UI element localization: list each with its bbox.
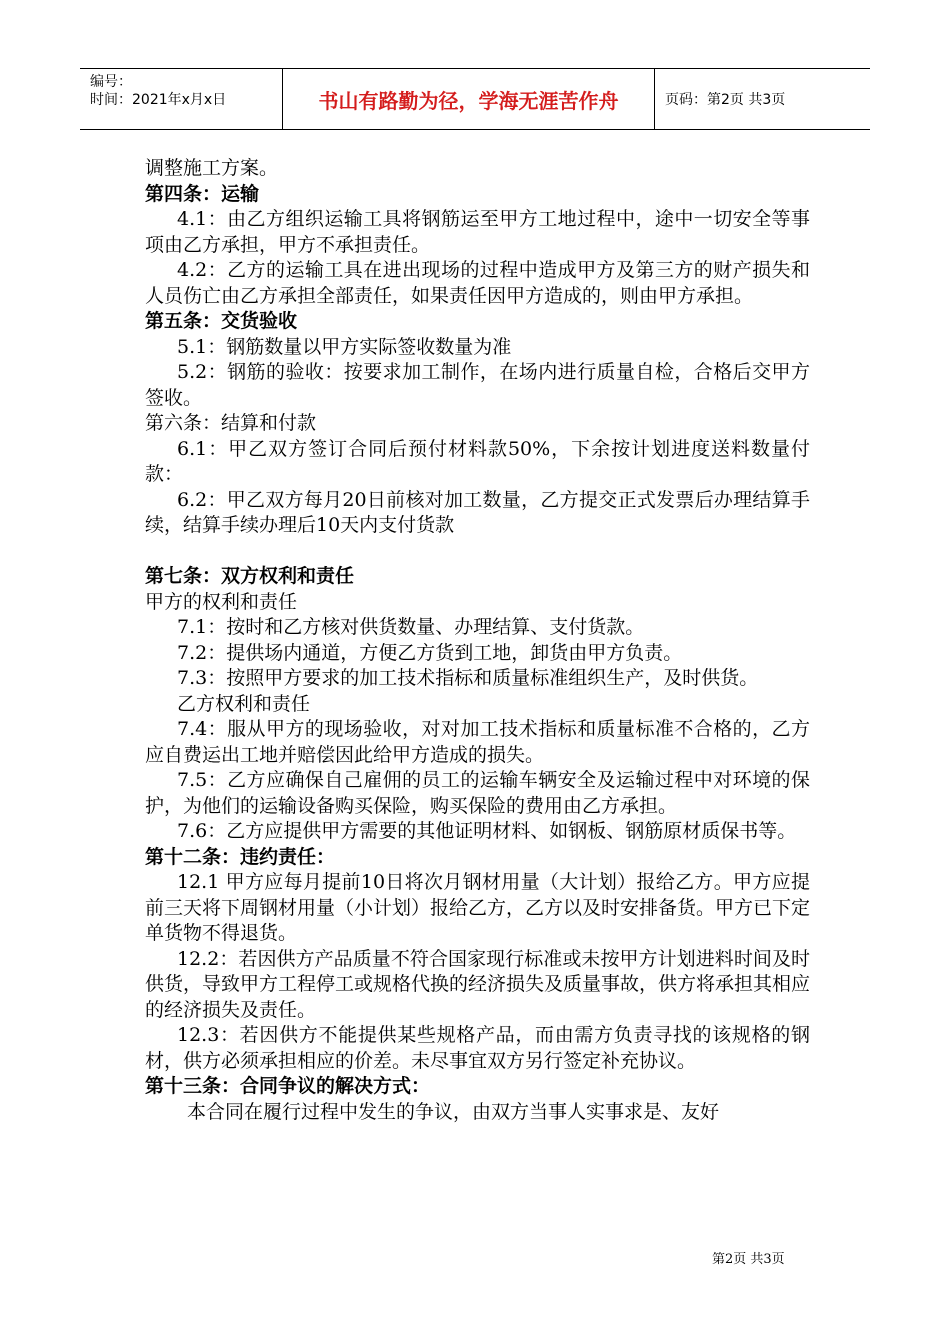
section-heading: 第十二条：违约责任： (145, 845, 336, 868)
blank-line (145, 539, 810, 565)
paragraph: 7.4：服从甲方的现场验收，对对加工技术指标和质量标准不合格的，乙方应自费运出工地并赔偿因此给甲方造成的损失。 (145, 718, 810, 766)
header-info-cell (80, 69, 283, 129)
paragraph: 5.1：钢筋数量以甲方实际签收数量为准 (177, 335, 512, 358)
section-heading: 第五条：交货验收 (145, 310, 298, 332)
header-page-number: 页码：第2页 共3页 (665, 92, 786, 108)
paragraph: 7.1：按时和乙方核对供货数量、办理结算、支付货款。 (177, 616, 645, 638)
paragraph: 6.1：甲乙双方签订合同后预付材料款50%，下余按计划进度送料数量付款： (145, 437, 810, 485)
paragraph: 7.2：提供场内通道，方便乙方货到工地，卸货由甲方负责。 (177, 641, 683, 664)
paragraph: 12.2：若因供方产品质量不符合国家现行标准或未按甲方计划进料时间及时供货，导致甲方工程停工或规格代换的经济损失及质量事故，供方将承担其相应的经济损失及责任。 (145, 947, 811, 1021)
paragraph: 调整施工方案。 (145, 157, 279, 179)
section-heading: 第七条：双方权利和责任 (145, 565, 355, 587)
paragraph: 乙方权利和责任 (177, 692, 311, 715)
header-motto: 书山有路勤为径，学海无涯苦作舟 (283, 69, 655, 129)
paragraph: 7.6：乙方应提供甲方需要的其他证明材料、如钢板、钢筋原材质保书等。 (177, 820, 797, 842)
paragraph: 4.2：乙方的运输工具在进出现场的过程中造成甲方及第三方的财产损失和人员伤亡由乙方承担全部责任，如果责任因甲方造成的，则由甲方承担。 (145, 259, 810, 307)
document-body (145, 156, 810, 1125)
paragraph: 甲方的权利和责任 (145, 590, 298, 613)
footer-page-number: 第2页 共3页 (712, 1252, 785, 1267)
document-date-label: 时间：2021年x月x日 (90, 92, 227, 108)
paragraph: 12.1 甲方应每月提前10日将次月钢材用量（大计划）报给乙方。甲方应提前三天将下周钢材用量（小计划）报给乙方，乙方以及时安排备货。甲方已下定单货物不得退货。 (145, 871, 811, 944)
paragraph: 本合同在履行过程中发生的争议，由双方当事人实事求是、友好 (187, 1100, 720, 1123)
paragraph: 7.5：乙方应确保自己雇佣的员工的运输车辆安全及运输过程中对环境的保护，为他们的运输设备购买保险，购买保险的费用由乙方承担。 (145, 769, 810, 817)
paragraph: 5.2：钢筋的验收：按要求加工制作，在场内进行质量自检，合格后交甲方签收。 (145, 361, 810, 409)
document-number-label: 编号： (90, 74, 132, 90)
paragraph: 6.2：甲乙双方每月20日前核对加工数量，乙方提交正式发票后办理结算手续，结算手续办理后10天内支付货款 (145, 488, 810, 536)
paragraph: 4.1：由乙方组织运输工具将钢筋运至甲方工地过程中，途中一切安全等事项由乙方承担，甲方不承担责任。 (145, 208, 810, 256)
section-heading: 第十三条：合同争议的解决方式： (145, 1075, 431, 1097)
page-header (80, 68, 870, 130)
paragraph: 7.3：按照甲方要求的加工技术指标和质量标准组织生产，及时供货。 (177, 667, 759, 689)
paragraph: 12.3：若因供方不能提供某些规格产品，而由需方负责寻找的该规格的钢材，供方必须承担相应的价差。未尽事宜双方另行签定补充协议。 (145, 1024, 810, 1072)
paragraph: 第六条：结算和付款 (145, 412, 317, 434)
section-heading: 第四条：运输 (145, 182, 260, 205)
